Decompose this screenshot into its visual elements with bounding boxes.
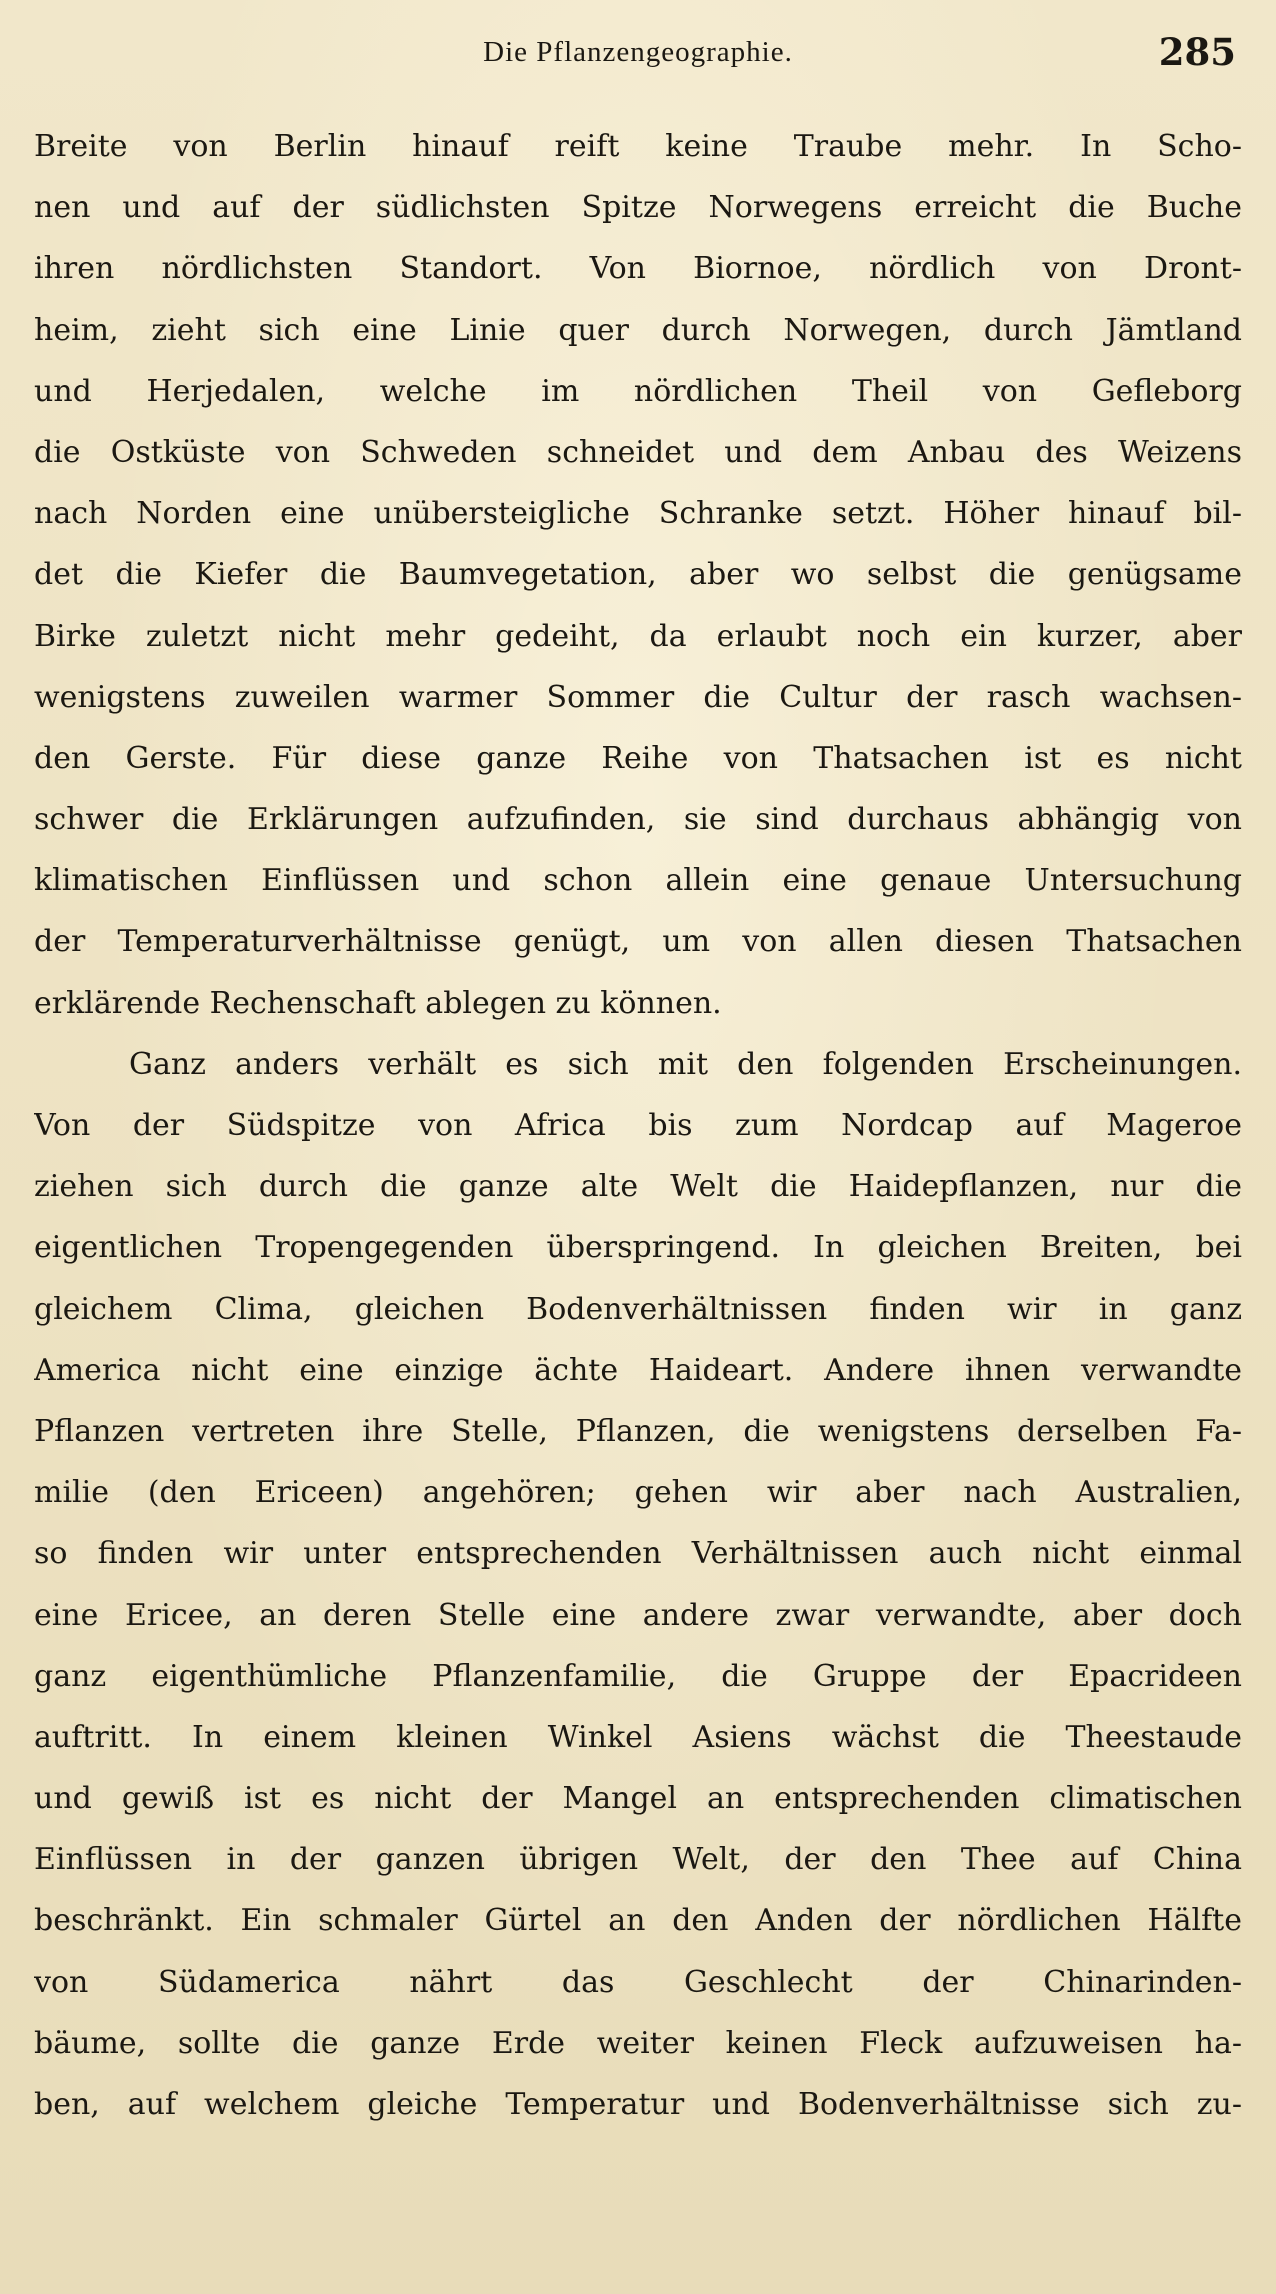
text-line: beschränkt. Ein schmaler Gürtel an den Anden der nördlichen Hälfte (34, 1903, 1242, 1939)
paragraph-2 (34, 1034, 1242, 2135)
text-line: auftritt. In einem kleinen Winkel Asiens wächst die Theestaude (34, 1719, 1242, 1755)
text-line: erklärende Rechenschaft ablegen zu können. (34, 985, 722, 1021)
text-line: gleichem Clima, gleichen Bodenverhältnissen finden wir in ganz (34, 1291, 1242, 1327)
text-line: ziehen sich durch die ganze alte Welt die Haidepflanzen, nur die (34, 1169, 1242, 1205)
page-number: 285 (1158, 30, 1236, 74)
text-line: von Südamerica nährt das Geschlecht der Chinarinden- (34, 1964, 1242, 2000)
text-line: bäume, sollte die ganze Erde weiter keinen Fleck aufzuweisen ha- (34, 2025, 1242, 2061)
text-line: klimatischen Einflüssen und schon allein eine genaue Untersuchung (34, 863, 1242, 899)
text-line: und gewiß ist es nicht der Mangel an entsprechenden climatischen (34, 1781, 1242, 1817)
text-line: ihren nördlichsten Standort. Von Biornoe, nördlich von Dront- (34, 251, 1242, 287)
text-line: ben, auf welchem gleiche Temperatur und Bodenverhältnisse sich zu- (34, 2087, 1242, 2122)
text-line: eine Ericee, an deren Stelle eine andere zwar verwandte, aber doch (34, 1597, 1242, 1633)
text-line: Einflüssen in der ganzen übrigen Welt, der den Thee auf China (34, 1842, 1242, 1878)
text-line: schwer die Erklärungen aufzufinden, sie sind durchaus abhängig von (34, 802, 1242, 838)
text-line: den Gerste. Für diese ganze Reihe von Thatsachen ist es nicht (34, 740, 1242, 776)
text-line: nen und auf der südlichsten Spitze Norwegens erreicht die Buche (34, 190, 1242, 226)
text-line: Ganz anders verhält es sich mit den folgenden Erscheinungen. (129, 1046, 1242, 1082)
text-line: so finden wir unter entsprechenden Verhältnissen auch nicht einmal (34, 1536, 1242, 1572)
text-line: und Herjedalen, welche im nördlichen Theil von Gefleborg (34, 373, 1242, 409)
running-head (0, 30, 1276, 78)
text-line: der Temperaturverhältnisse genügt, um von allen diesen Thatsachen (34, 924, 1242, 960)
text-line: heim, zieht sich eine Linie quer durch Norwegen, durch Jämtland (34, 312, 1242, 348)
running-head-title: Die Pflanzengeographie. (483, 36, 793, 68)
text-line: die Ostküste von Schweden schneidet und dem Anbau des Weizens (34, 434, 1242, 470)
text-line: milie (den Ericeen) angehören; gehen wir aber nach Australien, (34, 1475, 1242, 1511)
paragraph-1 (34, 116, 1242, 1034)
text-line: ganz eigenthümliche Pflanzenfamilie, die Gruppe der Epacrideen (34, 1658, 1242, 1694)
text-line: Von der Südspitze von Africa bis zum Nordcap auf Mageroe (34, 1108, 1242, 1143)
text-line: America nicht eine einzige ächte Haideart. Andere ihnen verwandte (34, 1352, 1242, 1388)
text-line: wenigstens zuweilen warmer Sommer die Cultur der rasch wachsen- (34, 679, 1242, 715)
text-line: nach Norden eine unübersteigliche Schranke setzt. Höher hinauf bil- (34, 496, 1242, 532)
text-line: Breite von Berlin hinauf reift keine Traube mehr. In Scho- (34, 129, 1242, 164)
text-line: det die Kiefer die Baumvegetation, aber wo selbst die genügsame (34, 557, 1242, 593)
body-text (34, 116, 1242, 2135)
text-line: Pflanzen vertreten ihre Stelle, Pflanzen, die wenigstens derselben Fa- (34, 1413, 1242, 1449)
text-line: Birke zuletzt nicht mehr gedeiht, da erlaubt noch ein kurzer, aber (34, 618, 1242, 654)
text-line: eigentlichen Tropengegenden überspringend. In gleichen Breiten, bei (34, 1230, 1242, 1266)
